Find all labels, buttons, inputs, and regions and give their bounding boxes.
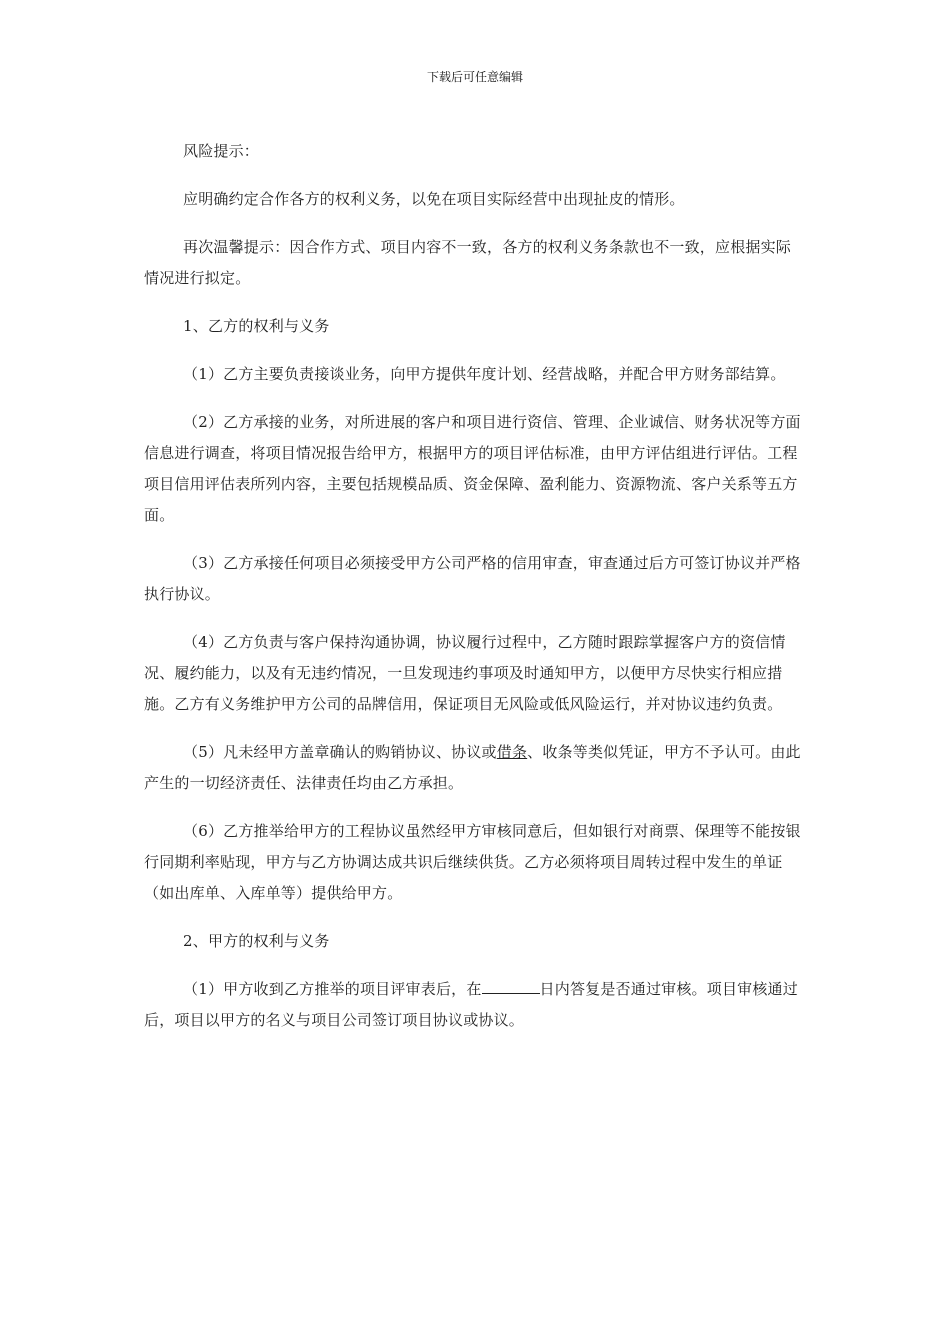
s2-item-1-text-post: 日内答复是否通过审核。项目审核通过后，项目以甲方的名义与项目公司签订项目协议或协议。 xyxy=(144,980,798,1029)
section-1-item-6: （6）乙方推举给甲方的工程协议虽然经甲方审核同意后，但如银行对商票、保理等不能按银行同期利率贴现，甲方与乙方协调达成共识后继续供货。乙方必须将项目周转过程中发生的单证（如出库单、入库单等）提供给甲方。 xyxy=(144,822,801,902)
page-header: 下载后可任意编辑 xyxy=(426,70,523,84)
iou-link[interactable]: 借条 xyxy=(496,743,528,761)
section-1-item-5 xyxy=(144,737,804,799)
risk-body: 应明确约定合作各方的权利义务，以免在项目实际经营中出现扯皮的情形。 xyxy=(183,190,685,208)
section-1-title: 1、乙方的权利与义务 xyxy=(183,317,330,335)
section-1-item-3: （3）乙方承接任何项目必须接受甲方公司严格的信用审查，审查通过后方可签订协议并严格执行协议。 xyxy=(144,554,801,603)
section-1-item-1: （1）乙方主要负责接谈业务，向甲方提供年度计划、经营战略，并配合甲方财务部结算。 xyxy=(183,365,786,383)
section-2-item-1 xyxy=(144,974,804,1036)
item-5-text-post: 、收条等类似凭证，甲方不予认可。由此产生的一切经济责任、法律责任均由乙方承担。 xyxy=(144,743,801,792)
item-5-text-pre: （5）凡未经甲方盖章确认的购销协议、协议或 xyxy=(183,743,497,761)
section-1-item-2: （2）乙方承接的业务，对所进展的客户和项目进行资信、管理、企业诚信、财务状况等方面信息进行调查，将项目情况报告给甲方，根据甲方的项目评估标准，由甲方评估组进行评估。工程项目信用评估表所列内容，主要包括规模品质、资金保障、盈利能力、资源物流、客户关系等五方面。 xyxy=(144,413,801,524)
days-blank[interactable] xyxy=(482,979,540,994)
document-body xyxy=(144,136,804,1053)
section-2-title: 2、甲方的权利与义务 xyxy=(183,932,330,950)
section-1-item-4: （4）乙方负责与客户保持沟通协调，协议履行过程中，乙方随时跟踪掌握客户方的资信情况、履约能力，以及有无违约情况，一旦发现违约事项及时通知甲方，以便甲方尽快实行相应措施。乙方有义务维护甲方公司的品牌信用，保证项目无风险或低风险运行，并对协议违约负责。 xyxy=(144,633,786,713)
reminder-paragraph: 再次温馨提示：因合作方式、项目内容不一致，各方的权利义务条款也不一致，应根据实际情况进行拟定。 xyxy=(144,238,792,287)
s2-item-1-text-pre: （1）甲方收到乙方推举的项目评审表后，在 xyxy=(183,980,482,998)
risk-title: 风险提示： xyxy=(183,142,260,160)
